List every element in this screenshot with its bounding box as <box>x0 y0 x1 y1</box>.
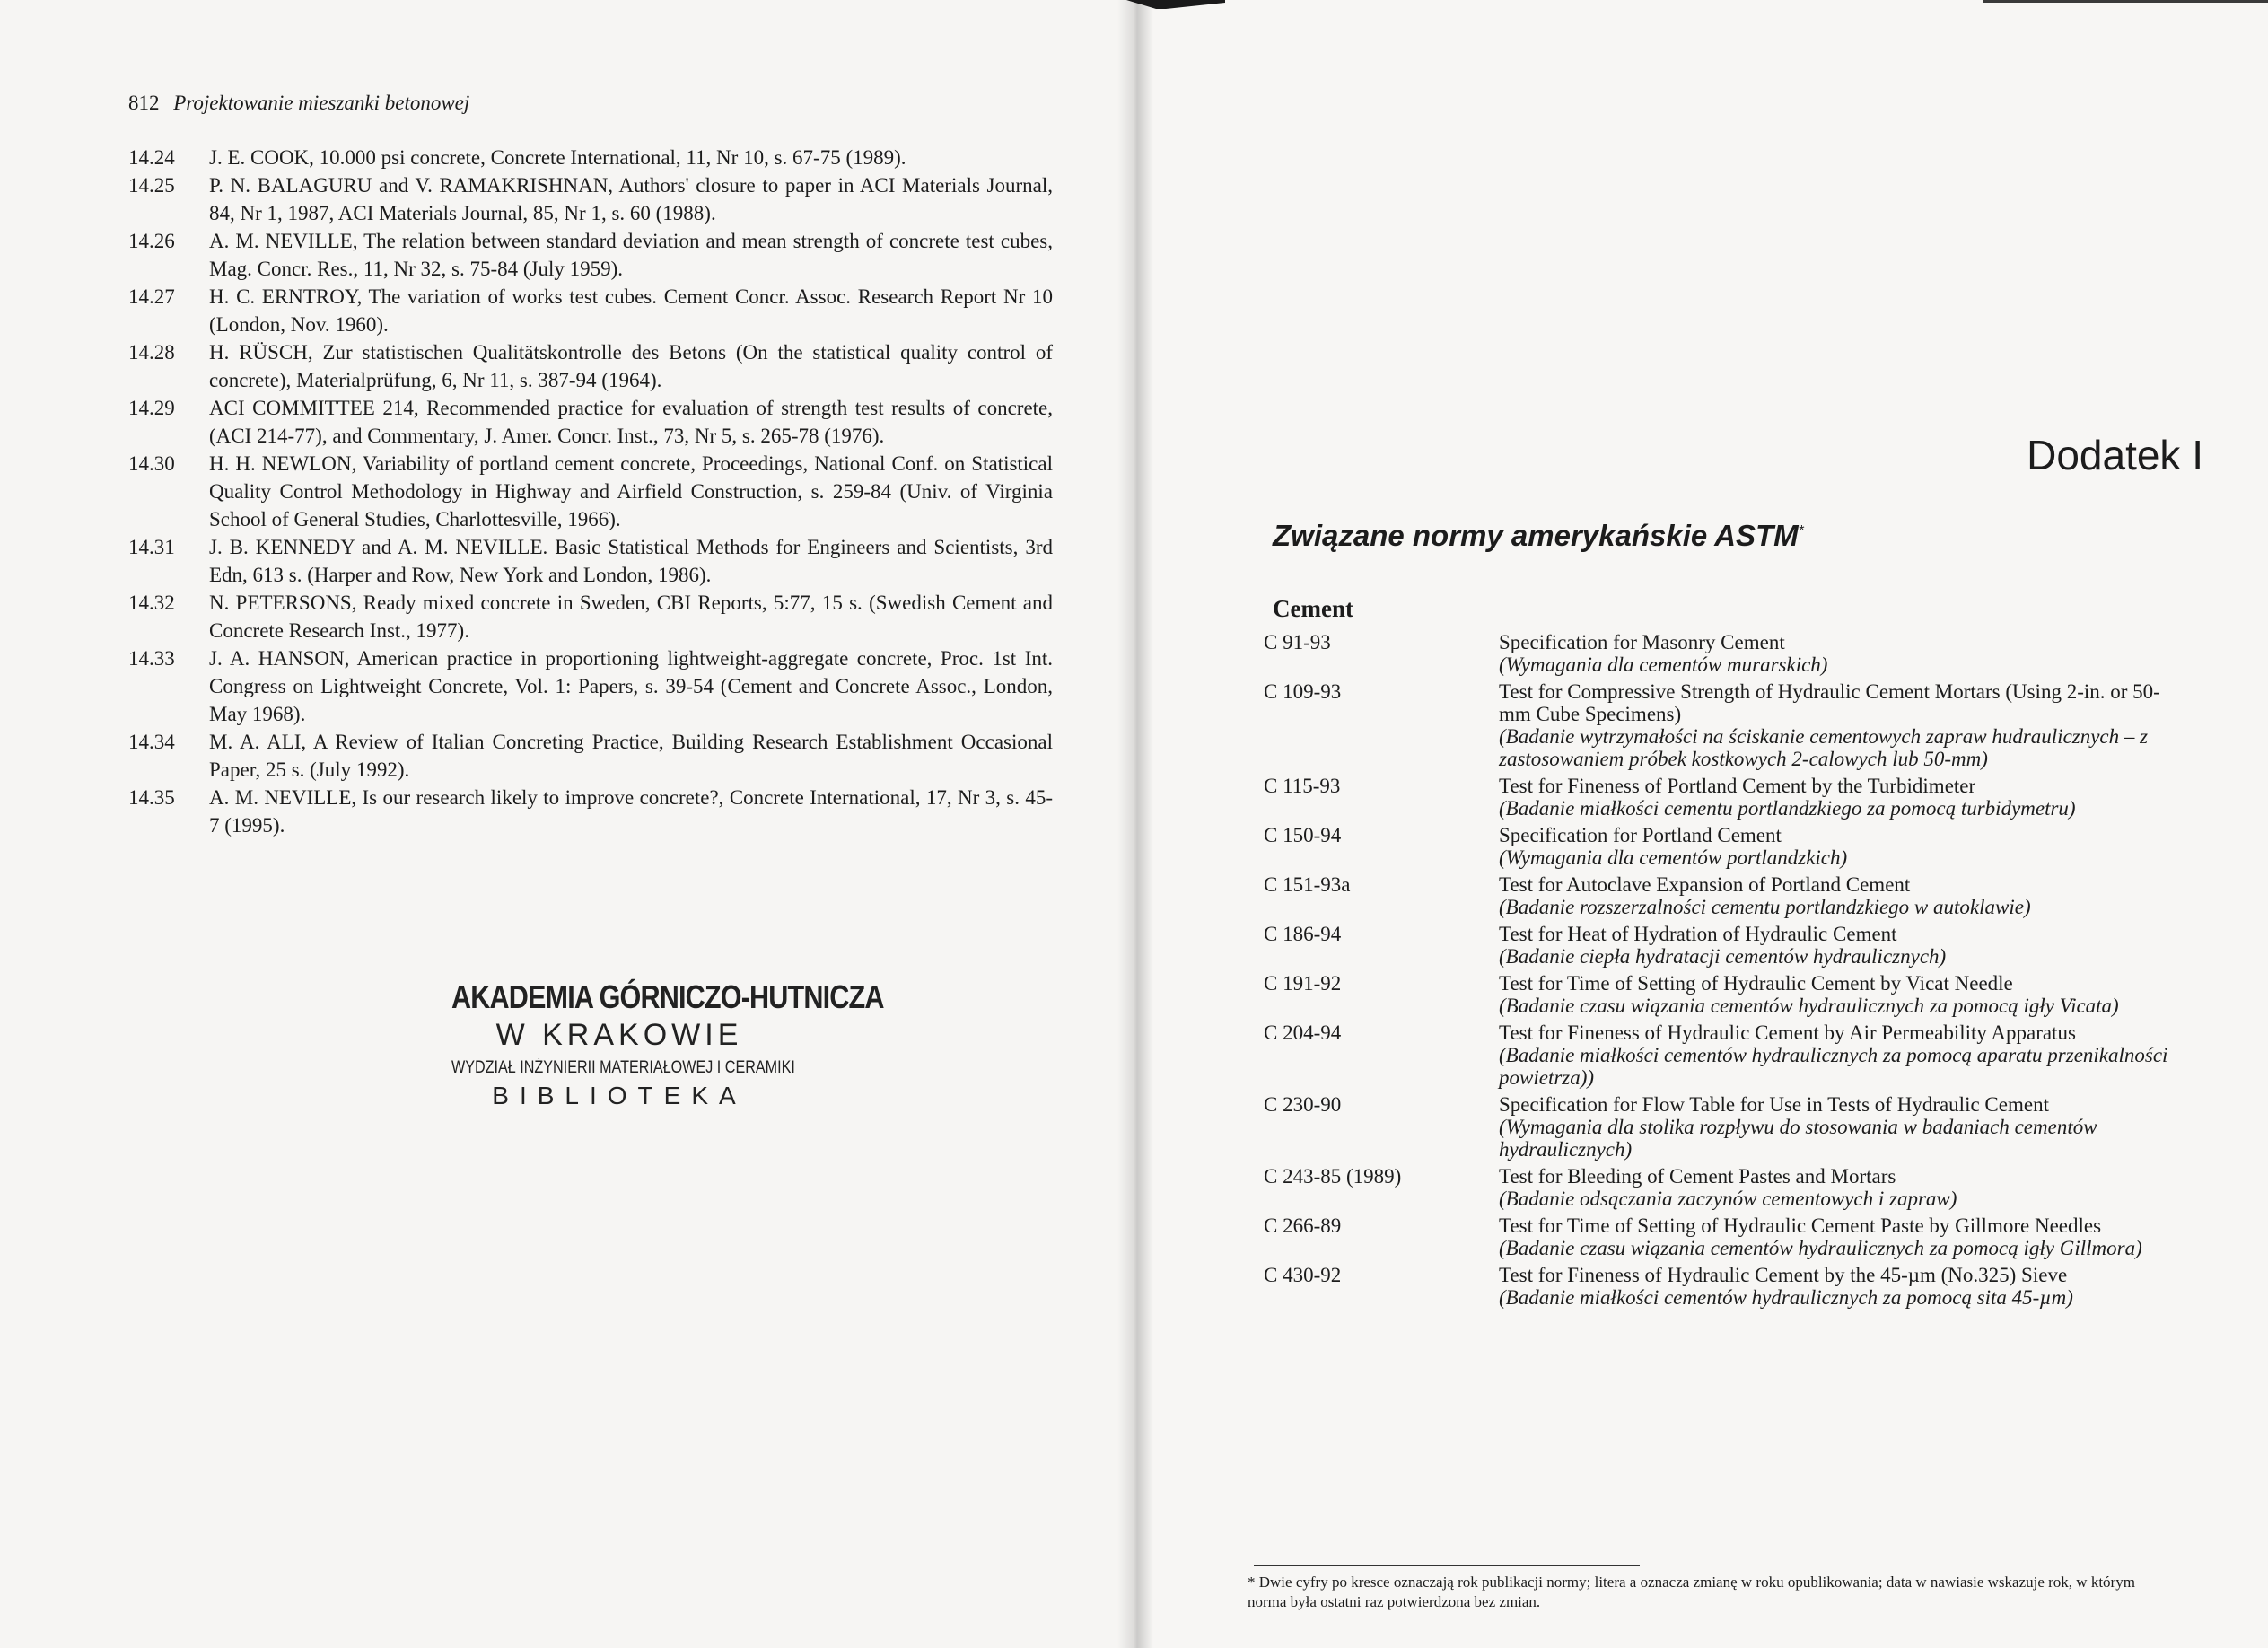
reference-number: 14.25 <box>128 174 175 197</box>
reference-text: ACI COMMITTEE 214, Recommended practice for evaluation of strength test results of concrete, (ACI 214-77), and Commentary, J. Amer. Concr. Inst., 73, Nr 5, s. 265-78 (1976). <box>209 397 1053 447</box>
reference-number: 14.28 <box>128 341 175 364</box>
standard-row <box>1264 873 2179 918</box>
reference-item <box>128 644 1053 728</box>
reference-number: 14.26 <box>128 230 175 252</box>
standard-title-pl: (Wymagania dla stolika rozpływu do stosowania w badaniach cementów hydraulicznych) <box>1499 1116 2097 1161</box>
library-stamp <box>422 978 884 1110</box>
footnote-rule <box>1254 1565 1640 1566</box>
page-number: 812 <box>128 92 160 114</box>
reference-number: 14.33 <box>128 647 175 670</box>
standard-row <box>1264 824 2179 869</box>
standard-description <box>1499 775 2179 820</box>
standard-description <box>1499 680 2179 770</box>
standard-code: C 150-94 <box>1264 824 1342 846</box>
standard-code: C 204-94 <box>1264 1021 1342 1044</box>
reference-number: 14.31 <box>128 536 175 558</box>
standard-row <box>1264 972 2179 1017</box>
standard-title-en: Test for Fineness of Hydraulic Cement by Air Permeability Apparatus <box>1499 1021 2076 1044</box>
standard-title-pl: (Badanie wytrzymałości na ściskanie cementowych zapraw hudraulicznych – z zastosowaniem próbek kostkowych 2-calowych lub 50-mm) <box>1499 725 2149 770</box>
standard-description <box>1499 1165 2179 1210</box>
reference-text: A. M. NEVILLE, The relation between standard deviation and mean strength of concrete test cubes, Mag. Concr. Res., 11, Nr 32, s. 75-84 (July 1959). <box>209 230 1053 280</box>
standard-title-pl: (Badanie czasu wiązania cementów hydraulicznych za pomocą igły Vicata) <box>1499 995 2119 1017</box>
category-heading: Cement <box>1273 595 1353 622</box>
reference-number: 14.35 <box>128 786 175 809</box>
standard-code: C 430-92 <box>1264 1264 1342 1286</box>
book-spine-shadow <box>1117 0 1153 1648</box>
standard-title-pl: (Wymagania dla cementów murarskich) <box>1499 653 1828 676</box>
reference-text: J. E. COOK, 10.000 psi concrete, Concrete International, 11, Nr 10, s. 67-75 (1989). <box>209 146 906 169</box>
standard-title-pl: (Badanie miałkości cementów hydraulicznych za pomocą sita 45-µm) <box>1499 1286 2073 1309</box>
reference-item <box>128 144 1053 171</box>
standard-code: C 109-93 <box>1264 680 1342 703</box>
standard-title-en: Specification for Portland Cement <box>1499 824 1782 846</box>
standard-description <box>1499 1021 2179 1089</box>
standard-description <box>1499 1093 2179 1161</box>
reference-text: A. M. NEVILLE, Is our research likely to improve concrete?, Concrete International, 17, Nr 3, s. 45-7 (1995). <box>209 786 1053 837</box>
stamp-line-1: AKADEMIA GÓRNICZO-HUTNICZA <box>451 978 884 1015</box>
running-head <box>128 92 469 115</box>
standard-code: C 186-94 <box>1264 923 1342 945</box>
standard-row <box>1264 680 2179 770</box>
standard-title-en: Test for Fineness of Portland Cement by the Turbidimeter <box>1499 775 1976 797</box>
stamp-line-3: WYDZIAŁ INŻYNIERII MATERIAŁOWEJ I CERAMIKI <box>451 1058 795 1077</box>
standard-description <box>1499 631 2179 676</box>
reference-item <box>128 227 1053 283</box>
reference-text: H. H. NEWLON, Variability of portland cement concrete, Proceedings, National Conf. on Statistical Quality Control Methodology in Highway and Airfield Construction, s. 259-84 (Univ. of Virginia School of General Studies, Charlottesville, 1966). <box>209 452 1053 530</box>
appendix-title: Dodatek I <box>2027 432 2203 478</box>
standard-description <box>1499 1214 2179 1259</box>
reference-text: J. B. KENNEDY and A. M. NEVILLE. Basic Statistical Methods for Engineers and Scientists, 3rd Edn, 613 s. (Harper and Row, New York and London, 1986). <box>209 536 1053 586</box>
reference-number: 14.29 <box>128 397 175 419</box>
stamp-line-2: W KRAKOWIE <box>495 1018 743 1052</box>
standard-row <box>1264 631 2179 676</box>
standard-code: C 191-92 <box>1264 972 1342 995</box>
top-edge-rule <box>1983 0 2268 3</box>
standards-table <box>1264 631 2179 1313</box>
standard-row <box>1264 923 2179 968</box>
standard-title-en: Test for Autoclave Expansion of Portland Cement <box>1499 873 1911 896</box>
reference-item <box>128 728 1053 784</box>
standard-title-pl: (Badanie rozszerzalności cementu portlandzkiego w autoklawie) <box>1499 896 2031 918</box>
standard-row <box>1264 775 2179 820</box>
standard-title-en: Test for Heat of Hydration of Hydraulic Cement <box>1499 923 1897 945</box>
standard-description <box>1499 873 2179 918</box>
footnote: * Dwie cyfry po kresce oznaczają rok publikacji normy; litera a oznacza zmianę w roku opublikowania; data w nawiasie wskazuje rok, w którym norma była ostatni raz potwierdzona bez zmian. <box>1248 1573 2135 1610</box>
standard-title-en: Test for Bleeding of Cement Pastes and Mortars <box>1499 1165 1896 1188</box>
footnote-marker: * <box>1798 523 1804 539</box>
reference-text: H. C. ERNTROY, The variation of works test cubes. Cement Concr. Assoc. Research Report Nr 10 (London, Nov. 1960). <box>209 285 1053 336</box>
standard-code: C 243-85 (1989) <box>1264 1165 1402 1188</box>
standard-description <box>1499 1264 2179 1309</box>
standard-code: C 115-93 <box>1264 775 1341 797</box>
standard-title-en: Test for Time of Setting of Hydraulic Cement Paste by Gillmore Needles <box>1499 1214 2102 1237</box>
reference-text: N. PETERSONS, Ready mixed concrete in Sweden, CBI Reports, 5:77, 15 s. (Swedish Cement and Concrete Research Inst., 1977). <box>209 592 1053 642</box>
standard-title-pl: (Badanie ciepła hydratacji cementów hydraulicznych) <box>1499 945 1947 968</box>
reference-item <box>128 283 1053 338</box>
reference-number: 14.32 <box>128 592 175 614</box>
running-title: Projektowanie mieszanki betonowej <box>173 92 470 114</box>
standard-title-pl: (Badanie miałkości cementów hydraulicznych za pomocą aparatu przenikalności powietrza)) <box>1499 1044 2168 1089</box>
standard-title-pl: (Badanie miałkości cementu portlandzkiego za pomocą turbidymetru) <box>1499 797 2076 820</box>
standard-description <box>1499 824 2179 869</box>
standard-description <box>1499 923 2179 968</box>
standard-title-en: Test for Compressive Strength of Hydraulic Cement Mortars (Using 2-in. or 50-mm Cube Specimens) <box>1499 680 2160 725</box>
section-title-text: Związane normy amerykańskie ASTM <box>1273 519 1799 552</box>
reference-item <box>128 589 1053 644</box>
reference-item <box>128 450 1053 533</box>
standard-code: C 91-93 <box>1264 631 1331 653</box>
stamp-line-4: BIBLIOTEKA <box>492 1082 747 1109</box>
reference-item <box>128 784 1053 839</box>
standard-row <box>1264 1264 2179 1309</box>
reference-text: H. RÜSCH, Zur statistischen Qualitätskontrolle des Betons (On the statistical quality control of concrete), Materialprüfung, 6, Nr 11, s. 387-94 (1964). <box>209 341 1053 391</box>
reference-text: J. A. HANSON, American practice in proportioning lightweight-aggregate concrete, Proc. 1st Int. Congress on Lightweight Concrete, Vol. 1: Papers, s. 39-54 (Cement and Concrete Assoc., London, May 1968). <box>209 647 1053 725</box>
standard-title-en: Specification for Flow Table for Use in Tests of Hydraulic Cement <box>1499 1093 2049 1116</box>
reference-list <box>128 144 1053 839</box>
reference-text: M. A. ALI, A Review of Italian Concreting Practice, Building Research Establishment Occasional Paper, 25 s. (July 1992). <box>209 731 1053 781</box>
standard-row <box>1264 1093 2179 1161</box>
reference-number: 14.34 <box>128 731 175 753</box>
standard-title-pl: (Badanie odsączania zaczynów cementowych i zapraw) <box>1499 1188 1957 1210</box>
standard-code: C 230-90 <box>1264 1093 1342 1116</box>
section-title <box>1273 519 1804 553</box>
standard-title-en: Test for Time of Setting of Hydraulic Cement by Vicat Needle <box>1499 972 2013 995</box>
standard-row <box>1264 1165 2179 1210</box>
reference-number: 14.27 <box>128 285 175 308</box>
standard-title-pl: (Badanie czasu wiązania cementów hydraulicznych za pomocą igły Gillmora) <box>1499 1237 2142 1259</box>
standard-description <box>1499 972 2179 1017</box>
reference-number: 14.24 <box>128 146 175 169</box>
reference-item <box>128 338 1053 394</box>
reference-item <box>128 394 1053 450</box>
standard-code: C 151-93a <box>1264 873 1351 896</box>
standard-row <box>1264 1214 2179 1259</box>
standard-title-en: Test for Fineness of Hydraulic Cement by the 45-µm (No.325) Sieve <box>1499 1264 2068 1286</box>
reference-number: 14.30 <box>128 452 175 475</box>
standard-code: C 266-89 <box>1264 1214 1342 1237</box>
reference-item <box>128 171 1053 227</box>
reference-item <box>128 533 1053 589</box>
standard-title-pl: (Wymagania dla cementów portlandzkich) <box>1499 846 1848 869</box>
reference-text: P. N. BALAGURU and V. RAMAKRISHNAN, Authors' closure to paper in ACI Materials Journal, 84, Nr 1, 1987, ACI Materials Journal, 85, Nr 1, s. 60 (1988). <box>209 174 1053 224</box>
standard-title-en: Specification for Masonry Cement <box>1499 631 1785 653</box>
standard-row <box>1264 1021 2179 1089</box>
